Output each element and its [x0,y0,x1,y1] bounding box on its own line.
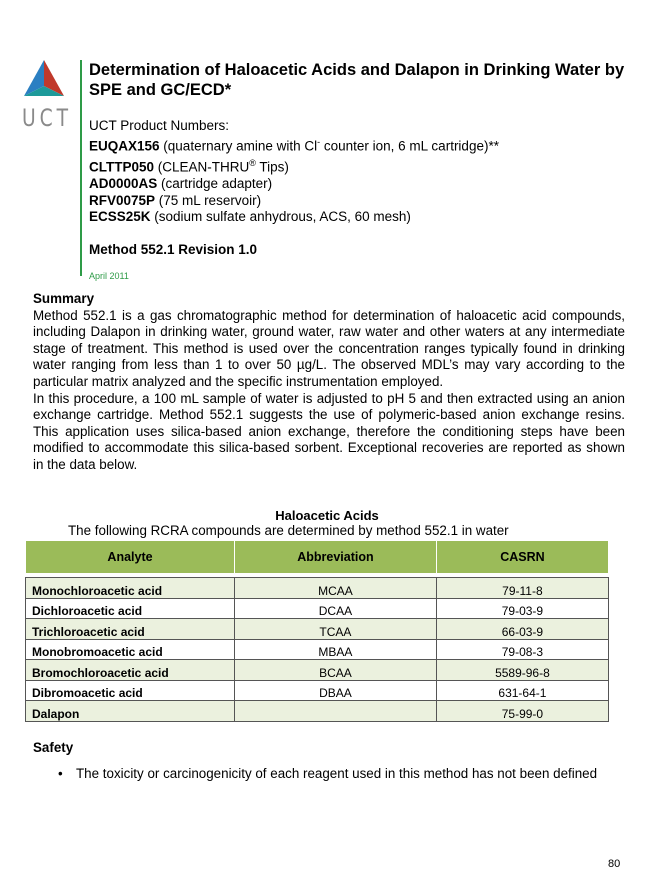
cell-analyte: Dalapon [26,701,235,722]
cell-casrn: 5589-96-8 [436,660,608,681]
page-number: 80 [608,858,621,870]
cell-casrn: 79-03-9 [436,598,608,619]
cell-analyte: Bromochloroacetic acid [26,660,235,681]
table-row [26,660,609,681]
cell-analyte: Monochloroacetic acid [26,578,235,599]
table-subtitle: The following RCRA compounds are determined by method 552.1 in water [68,523,509,538]
cell-abbreviation: MBAA [235,639,437,660]
cell-analyte: Trichloroacetic acid [26,619,235,640]
cell-abbreviation: DCAA [235,598,437,619]
summary-paragraph-1: Method 552.1 is a gas chromatographic method for determination of haloacetic acid compounds, including Dalapon in drinking water, ground water, raw water and other waters at any intermediate stage of treatment. This method is used over the concentration ranges typically found in drinking water ranging from less than 1 to over 50 µg/L. The observed MDL’s may vary according to the particular matrix analyzed and the specific instrumentation employed. [33,307,625,389]
product-code: AD0000AS [89,176,158,191]
cell-analyte: Monobromoacetic acid [26,639,235,660]
cell-casrn: 75-99-0 [436,701,608,722]
safety-heading: Safety [33,740,74,755]
product-description: (quaternary amine with Cl [159,138,318,154]
product-description: (sodium sulfate anhydrous, ACS, 60 mesh) [150,209,411,224]
products-heading: UCT Product Numbers: [89,118,230,133]
table-row [26,578,609,599]
product-description-end: counter ion, 6 mL cartridge)** [320,138,499,154]
document-date: April 2011 [89,270,129,281]
cell-abbreviation [235,701,437,722]
cell-casrn: 631-64-1 [436,680,608,701]
product-code: RFV0075P [89,192,156,208]
header-divider [80,60,82,276]
product-superscript: ® [249,158,256,168]
product-description: (CLEAN-THRU [154,159,250,175]
table-row [26,639,609,660]
bullet-icon: • [58,766,63,781]
product-item [89,193,634,210]
table-row [26,680,609,701]
table-title: Haloacetic Acids [275,508,379,523]
cell-abbreviation: TCAA [235,619,437,640]
document-title: Determination of Haloacetic Acids and Dalapon in Drinking Water by SPE and GC/ECD* [89,61,625,99]
method-revision: Method 552.1 Revision 1.0 [89,241,258,257]
cell-abbreviation: DBAA [235,680,437,701]
product-description-end: Tips) [255,159,289,175]
header-analyte: Analyte [26,541,235,574]
document-header [89,60,634,281]
cell-analyte: Dibromoacetic acid [26,680,235,701]
product-code: CLTTP050 [89,159,155,175]
product-item [89,134,634,155]
product-item [89,155,634,176]
product-description: (75 mL reservoir) [155,192,262,208]
summary-heading: Summary [33,291,95,306]
table-row [26,701,609,722]
product-item [89,176,634,193]
product-code: ECSS25K [89,209,151,224]
header-abbreviation: Abbreviation [235,541,437,574]
uct-logo-icon [22,60,66,100]
cell-analyte: Dichloroacetic acid [26,598,235,619]
cell-abbreviation: BCAA [235,660,437,681]
header-casrn: CASRN [436,541,608,574]
cell-abbreviation: MCAA [235,578,437,599]
table-body [26,574,609,722]
uct-logo [22,60,66,100]
product-list [89,134,634,226]
product-superscript: - [317,137,321,147]
cell-casrn: 79-08-3 [436,639,608,660]
table-row [26,619,609,640]
haloacetic-acids-table [25,540,609,722]
cell-casrn: 79-11-8 [436,578,608,599]
safety-bullet-text: The toxicity or carcinogenicity of each reagent used in this method has not been defined [76,766,598,781]
cell-casrn: 66-03-9 [436,619,608,640]
uct-logo-text: UCT [22,104,72,132]
product-description: (cartridge adapter) [157,176,273,191]
safety-bullet [58,766,598,782]
table-row [26,598,609,619]
product-item [89,209,634,226]
summary-section [33,291,625,474]
product-code: EUQAX156 [89,138,160,154]
summary-paragraph-2: In this procedure, a 100 mL sample of water is adjusted to pH 5 and then extracted using an anion exchange cartridge. Method 552.1 suggests the use of polymeric-based anion exchange resins. This application uses silica-based anion exchange, therefore the conditioning steps have been modified to accommodate this silica-based sorbent. Exceptional recoveries are reported as shown in the data below. [33,390,625,472]
